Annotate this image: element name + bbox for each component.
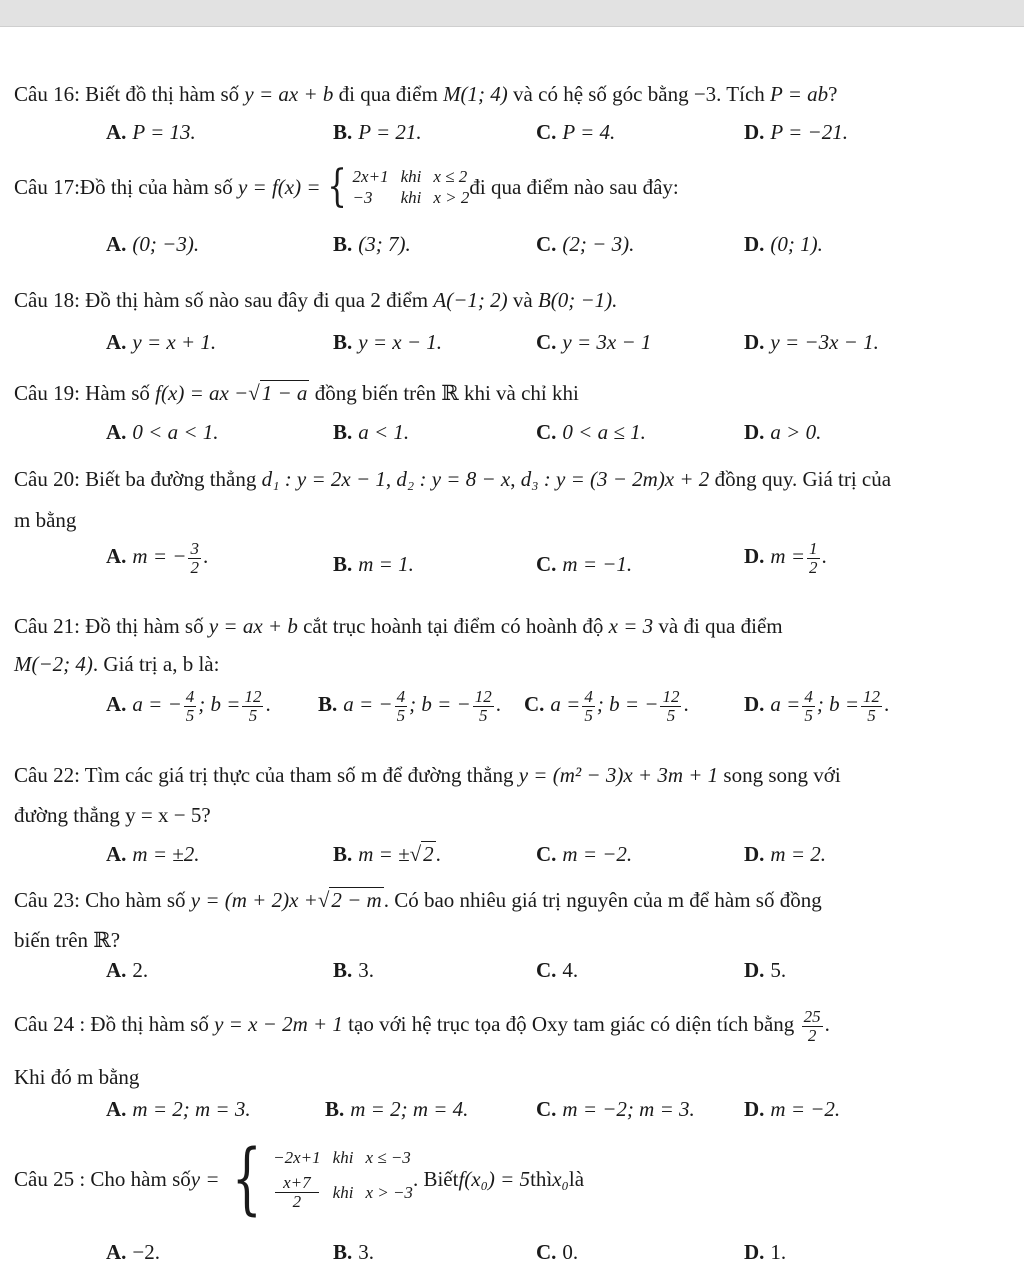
option-text: . [495, 692, 501, 717]
option-label: A. [106, 958, 127, 982]
piece-khi: khi [400, 188, 422, 207]
option-text: P = −21. [770, 120, 848, 144]
option-text: 0 < a < 1. [132, 420, 219, 444]
numerator: 25 [803, 1007, 821, 1026]
option-22-b [333, 842, 441, 867]
option-label: D. [744, 1240, 765, 1264]
option-label: B. [333, 1240, 353, 1264]
question-21 [14, 614, 783, 639]
option-text: a = − [343, 692, 393, 717]
brace-symbol: { [231, 1134, 262, 1224]
option-label: D. [744, 692, 765, 717]
question-text: thì [530, 1166, 553, 1191]
question-text: . Giá trị a, b là: [92, 652, 220, 676]
question-text: . [824, 1012, 830, 1037]
option-label: D. [744, 544, 765, 569]
option-text: y = −3x − 1. [770, 330, 879, 354]
option-label: A. [106, 420, 127, 444]
option-text: m = −2; m = 3. [562, 1097, 695, 1121]
option-17-c [536, 232, 634, 257]
option-text: a > 0. [770, 420, 822, 444]
question-text: đường thẳng y = x − 5? [14, 803, 211, 827]
question-number: Câu 21: [14, 614, 80, 638]
question-text: đồng biến trên ℝ khi và chỉ khi [309, 381, 579, 405]
brace-symbol: { [326, 161, 347, 212]
option-text: 3. [358, 1240, 375, 1264]
option-20-c [536, 552, 632, 577]
piece-cond: x ≤ 2 [433, 166, 468, 186]
fraction [802, 1008, 823, 1045]
option-21-a [106, 688, 271, 725]
question-24 [14, 1008, 830, 1045]
option-label: D. [744, 1097, 765, 1121]
formula: y = ax + b [208, 614, 298, 638]
denominator: 5 [478, 705, 488, 725]
piecewise-table [353, 166, 470, 209]
option-label: B. [333, 120, 353, 144]
option-24-c [536, 1097, 695, 1122]
option-text: m = [770, 544, 806, 569]
option-label: D. [744, 420, 765, 444]
option-label: C. [536, 330, 557, 354]
option-text: a = [770, 692, 801, 717]
question-25-line [14, 1134, 585, 1224]
option-text: m = −1. [562, 552, 633, 576]
option-text: 5. [770, 958, 787, 982]
fraction [660, 688, 681, 725]
sqrt-symbol: √ [409, 842, 422, 866]
formula: M(−2; 4) [14, 652, 93, 676]
option-label: C. [536, 232, 557, 256]
formula: y = f(x) = [237, 174, 321, 199]
question-text: Đồ thị của hàm số [79, 174, 233, 199]
fraction [802, 688, 815, 725]
option-25-c [536, 1240, 578, 1265]
denominator: 5 [185, 705, 195, 725]
piece-khi: khi [332, 1183, 354, 1202]
question-22 [14, 763, 841, 788]
option-16-a [106, 120, 196, 145]
formula: A(−1; 2) [433, 288, 508, 312]
option-25-d [744, 1240, 786, 1265]
question-number: Câu 16: [14, 82, 80, 106]
question-21-cont [14, 652, 219, 677]
question-text: Khi đó m bằng [14, 1065, 140, 1089]
option-24-d [744, 1097, 840, 1122]
denominator: 2 [809, 557, 818, 577]
question-number: Câu 17: [14, 174, 80, 199]
sqrt-symbol: √ [317, 888, 330, 912]
numerator: 1 [809, 539, 818, 558]
denominator: 2 [807, 1025, 817, 1045]
question-number: Câu 24 : [14, 1012, 86, 1037]
question-20: Câu 20: Biết ba đường thẳng d₁ : y = 2x − 1, d₂ : y = 8 − x, d₃ : y = (3 − 2m)x + 2 đồng quy. Giá trị của [14, 467, 892, 491]
formula: f(x) = ax − [155, 381, 249, 405]
option-22-c [536, 842, 632, 867]
fraction [395, 688, 408, 725]
question-24-cont [14, 1065, 139, 1090]
question-text: đi qua điểm nào sau đây: [469, 174, 679, 199]
question-text: và có hệ số góc bằng −3. Tích [507, 82, 771, 106]
option-text: y = x − 1. [358, 330, 442, 354]
option-text: 4. [562, 958, 579, 982]
question-number: Câu 23: [14, 888, 80, 912]
radicand: 1 − a [261, 381, 308, 405]
denominator: 5 [804, 705, 813, 725]
question-22-cont [14, 803, 211, 828]
option-label: A. [106, 232, 127, 256]
option-label: B. [333, 232, 353, 256]
option-17-b [333, 232, 411, 257]
option-text: m = 2; m = 3. [132, 1097, 251, 1121]
option-18-b [333, 330, 442, 355]
option-label: D. [744, 232, 765, 256]
question-16 [14, 82, 837, 107]
option-label: A. [106, 692, 127, 717]
option-21-d [744, 688, 889, 725]
formula: d₂ : y = 8 − x [396, 467, 511, 491]
option-label: C. [524, 692, 545, 717]
fraction [275, 1174, 319, 1211]
option-text: m = − [132, 544, 187, 569]
numerator: 4 [804, 687, 813, 706]
formula: x₀ [552, 1166, 569, 1191]
option-18-d [744, 330, 879, 355]
option-23-b [333, 958, 374, 983]
option-20-d [744, 540, 827, 577]
formula: x = 3 [608, 614, 654, 638]
option-text: m = ± [358, 842, 410, 866]
piece-expr: −2x+1 [273, 1148, 321, 1168]
option-text: m = 1. [358, 552, 414, 576]
option-text: . [683, 692, 689, 717]
numerator: 4 [584, 687, 593, 706]
option-text: m = 2. [770, 842, 827, 866]
option-label: B. [325, 1097, 345, 1121]
option-19-c [536, 420, 646, 445]
radicand: 2 − m [331, 888, 382, 912]
question-text: là [568, 1166, 585, 1191]
option-text: . [265, 692, 271, 717]
option-text: 2. [132, 958, 149, 982]
option-text: . [435, 842, 441, 866]
question-text: cắt trục hoành tại điểm có hoành độ [297, 614, 609, 638]
question-23-cont [14, 928, 120, 953]
question-text: Cho hàm số [79, 888, 191, 912]
option-17-a [106, 232, 199, 257]
option-label: B. [318, 692, 338, 717]
numerator: 12 [244, 687, 262, 706]
option-label: A. [106, 842, 127, 866]
option-text: −2. [132, 1240, 161, 1264]
question-23 [14, 888, 822, 913]
formula: y = (m + 2)x + [190, 888, 318, 912]
question-text: . Có bao nhiêu giá trị nguyên của m để hàm số đồng [383, 888, 822, 912]
denominator: 5 [584, 705, 593, 725]
option-24-a [106, 1097, 251, 1122]
option-text: y = x + 1. [132, 330, 217, 354]
option-text: ; b = − [409, 692, 471, 717]
option-label: B. [333, 842, 353, 866]
option-text: . [202, 544, 209, 569]
option-label: B. [333, 958, 353, 982]
question-19 [14, 381, 579, 406]
question-17-line [14, 161, 679, 212]
piece-cond: x > −3 [365, 1183, 413, 1202]
piece-khi: khi [400, 166, 422, 186]
denominator: 2 [292, 1192, 302, 1212]
denominator: 5 [867, 705, 876, 725]
question-text: Đồ thị hàm số [79, 614, 209, 638]
fraction [807, 540, 820, 577]
option-17-d [744, 232, 823, 257]
question-25 [14, 1134, 585, 1224]
question-text: Biết đồ thị hàm số [79, 82, 245, 106]
fraction [188, 540, 201, 577]
option-25-a [106, 1240, 160, 1265]
option-text: a < 1. [358, 420, 410, 444]
radicand: 2 [423, 842, 434, 866]
option-label: C. [536, 1097, 557, 1121]
top-bar [0, 0, 1024, 27]
question-text: Hàm số [79, 381, 156, 405]
option-label: A. [106, 330, 127, 354]
option-16-c [536, 120, 615, 145]
option-22-a [106, 842, 200, 867]
numerator: 12 [863, 687, 881, 706]
question-text: Biết ba đường thẳng [79, 467, 262, 491]
question-text: . Biết [412, 1166, 459, 1191]
formula: B(0; −1). [537, 288, 618, 312]
numerator: 3 [190, 539, 199, 558]
option-19-b [333, 420, 409, 445]
piece-expr: −3 [352, 188, 373, 207]
option-text: m = 2; m = 4. [350, 1097, 469, 1121]
question-text: m bằng [14, 508, 77, 532]
question-text: và [507, 288, 538, 312]
option-text: . [884, 692, 890, 717]
formula: P = ab [770, 82, 829, 106]
option-text: m = ±2. [132, 842, 200, 866]
question-text: biến trên ℝ? [14, 928, 121, 952]
option-23-d [744, 958, 786, 983]
formula: y = ax + b [244, 82, 334, 106]
formula: y = (m² − 3)x + 3m + 1 [518, 763, 719, 787]
option-20-b [333, 552, 414, 577]
option-label: A. [106, 544, 127, 569]
option-text: P = 13. [132, 120, 196, 144]
option-text: m = −2. [770, 1097, 841, 1121]
question-number: Câu 18: [14, 288, 80, 312]
fraction [473, 688, 494, 725]
option-label: A. [106, 1240, 127, 1264]
option-label: B. [333, 420, 353, 444]
numerator: x+7 [275, 1174, 319, 1193]
question-text: đồng quy. Giá trị của [709, 467, 892, 491]
formula: y = [190, 1166, 220, 1191]
question-text: đi qua điểm [333, 82, 444, 106]
piece-cond: x ≤ −3 [365, 1148, 411, 1168]
formula: y = x − 2m + 1 [214, 1012, 343, 1037]
option-text: (0; −3). [132, 232, 200, 256]
question-17 [14, 161, 679, 212]
formula: f(x₀) = 5 [458, 1166, 531, 1191]
numerator: 12 [662, 687, 680, 706]
formula: d₃ : y = (3 − 2m)x + 2 [520, 467, 710, 491]
option-label: A. [106, 1097, 127, 1121]
option-18-a [106, 330, 216, 355]
option-20-a [106, 540, 208, 577]
piecewise-table [273, 1147, 413, 1211]
question-number: Câu 20: [14, 467, 80, 491]
option-text: ; b = − [596, 692, 659, 717]
fraction [861, 688, 882, 725]
option-label: C. [536, 120, 557, 144]
fraction [242, 688, 263, 725]
option-text: 0. [562, 1240, 579, 1264]
numerator: 12 [474, 687, 492, 706]
question-text: Cho hàm số [90, 1166, 191, 1191]
option-19-d [744, 420, 821, 445]
option-label: D. [744, 842, 765, 866]
question-number: Câu 22: [14, 763, 80, 787]
option-label: A. [106, 120, 127, 144]
option-text: 3. [358, 958, 375, 982]
option-text: a = − [132, 692, 182, 717]
option-22-d [744, 842, 826, 867]
option-text: 1. [770, 1240, 787, 1264]
option-text: a = [550, 692, 581, 717]
option-label: C. [536, 958, 557, 982]
option-18-c [536, 330, 651, 355]
numerator: 4 [396, 687, 406, 706]
question-text: và đi qua điểm [653, 614, 783, 638]
question-18 [14, 288, 617, 313]
option-text: (3; 7). [358, 232, 411, 256]
option-16-b [333, 120, 422, 145]
option-text: y = 3x − 1 [562, 330, 652, 354]
question-text: ? [828, 82, 838, 106]
option-text: P = 21. [358, 120, 422, 144]
option-label: C. [536, 552, 557, 576]
question-text: Tìm các giá trị thực của tham số m để đường thẳng [79, 763, 519, 787]
question-text: song song với [718, 763, 841, 787]
denominator: 5 [396, 705, 406, 725]
option-label: B. [333, 552, 353, 576]
fraction [184, 688, 197, 725]
piece-khi: khi [332, 1148, 354, 1168]
denominator: 5 [666, 705, 676, 725]
piece-expr: 2x+1 [352, 166, 389, 186]
option-text: m = −2. [562, 842, 633, 866]
option-23-a [106, 958, 148, 983]
option-text: ; b = [816, 692, 860, 717]
question-number: Câu 25 : [14, 1166, 86, 1191]
option-text: (2; − 3). [562, 232, 635, 256]
option-label: C. [536, 1240, 557, 1264]
question-20-cont [14, 508, 76, 533]
option-text: 0 < a ≤ 1. [562, 420, 646, 444]
question-number: Câu 19: [14, 381, 80, 405]
option-text: . [821, 544, 827, 569]
formula: d₁ : y = 2x − 1 [261, 467, 386, 491]
denominator: 2 [190, 557, 199, 577]
option-23-c [536, 958, 578, 983]
option-text: P = 4. [562, 120, 616, 144]
question-text: Đồ thị hàm số nào sau đây đi qua 2 điểm [79, 288, 434, 312]
fraction [582, 688, 595, 725]
option-text: ; b = [198, 692, 241, 717]
option-19-a [106, 420, 219, 445]
numerator: 4 [185, 687, 195, 706]
option-21-b [318, 688, 501, 725]
option-25-b [333, 1240, 374, 1265]
option-21-c [524, 688, 689, 725]
option-text: (0; 1). [770, 232, 823, 256]
option-24-b [325, 1097, 468, 1122]
question-text: Đồ thị hàm số [85, 1012, 215, 1037]
option-16-d [744, 120, 848, 145]
option-label: C. [536, 420, 557, 444]
option-label: B. [333, 330, 353, 354]
option-label: D. [744, 958, 765, 982]
piece-cond: x > 2 [433, 188, 470, 207]
sqrt-symbol: √ [248, 381, 260, 405]
denominator: 5 [248, 705, 258, 725]
question-text: tạo với hệ trục tọa độ Oxy tam giác có diện tích bằng [342, 1012, 800, 1037]
option-label: D. [744, 330, 765, 354]
formula: M(1; 4) [443, 82, 508, 106]
option-label: D. [744, 120, 765, 144]
option-label: C. [536, 842, 557, 866]
